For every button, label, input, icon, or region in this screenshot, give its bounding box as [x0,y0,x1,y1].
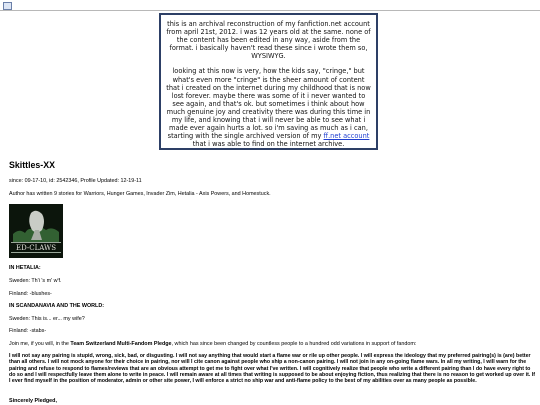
pledge-name: Team Switzerland Multi-Fandom Pledge [70,341,172,347]
profile-meta: since: 09-17-10, id: 2542346, Profile Updated: 12-19-11 [9,178,142,184]
pledge-text: I will not say any pairing is stupid, wrong, sick, bad, or disgusting. I will not say anything that would start a flame war or rile up other people. I will express the ideology that my preferred pairing(s) is (are) better than all others. I will not mock anyone for their choice in pairing, nor will I cite canon against people who ship a non-canon pairing. I will not join in any on-going flame wars. In all my writing, I will warn for the pairing and refuse to respond to flames/reviews that are an obvious attempt to get me to fight over what I've written. I will cognitively realize that people who write a different pairing than I do have every right to do so and I will respectfully leave them alone to write in peace. I will remain aware at all times that writing is supposed to be about enjoying fiction, thus realizing that there is no reason to get worked up over it. If I ever find myself in the position of moderator, admin or other site power, I will enforce a strict no ship war and anti-flame policy to the best of my abilities over as many people as possible. [9,353,535,385]
bio-line: Sweden: This is... er... my wife? [9,316,85,322]
avatar-caption: ED-CLAWS [16,244,56,252]
ffnet-account-link[interactable]: ff.net account [323,132,370,141]
bio-line: Sweden: Th'i 's m' w'f. [9,278,62,284]
profile-stories: Author has written 9 stories for Warriors, Hunger Games, Invader Zim, Hetalia - Axis Powers, and Homestuck. [9,191,271,197]
bio-heading-hetalia: IN HETALIA: [9,265,41,271]
bio-line: Finland: -stabs- [9,328,47,334]
avatar [9,204,63,258]
bio-line: Finland: -blushes- [9,291,52,297]
notice-paragraph-1: this is an archival reconstruction of my fanfiction.net account from april 21st, 2012. i was 12 years old at the same. none of the content has been edited in any way, aside from the format. i basically haven't read these since i wrote them so, WYSIWYG. [166,20,371,61]
site-icon[interactable] [3,2,12,10]
pledge-signoff: Sincerely Pledged, [9,398,57,404]
top-bar [0,0,540,11]
avatar-image [9,204,63,258]
archive-notice [159,13,378,150]
pledge-intro: Join me, if you will, in the Team Switzerland Multi-Fandom Pledge, which has since been changed by countless people to a hundred odd variations in support of fandom: [9,341,417,347]
profile-name: Skittles-XX [9,160,55,170]
notice-paragraph-2: looking at this now is very, how the kids say, "cringe," but what's even more "cringe" is the sheer amount of content that i created on the internet during my childhood that is now lost forever. maybe there was some of it i never wanted to see again, and that's ok. but sometimes i think about how much genuine joy and creativity there was during this time in my life, and knowing that i will never be able to see what i made ever again hurts a lot. so i'm saving as much as i can, starting with the single archived version of my ff.net account that i was able to find on the internet archive. [166,67,371,149]
bio-heading-scandinavia: IN SCANDANAVIA AND THE WORLD: [9,303,105,309]
